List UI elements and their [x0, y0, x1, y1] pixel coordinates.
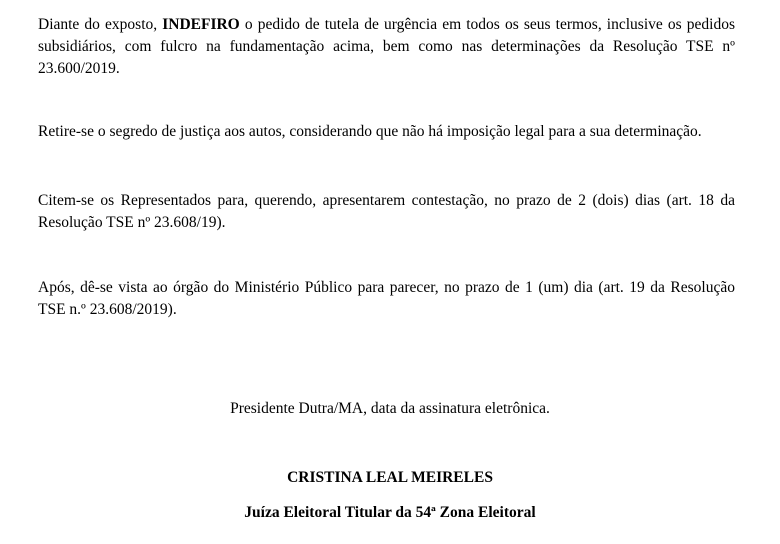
decision-verdict-text: INDEFIRO — [162, 16, 240, 33]
secrecy-paragraph: Retire-se o segredo de justiça aos autos, considerando que não há imposição legal para a sua determinação. — [38, 123, 702, 140]
place-date-line: Presidente Dutra/MA, data da assinatura eletrônica. — [230, 400, 550, 417]
decision-intro-text: Diante do exposto, — [38, 16, 163, 33]
signatory-name: CRISTINA LEAL MEIRELES — [287, 469, 493, 486]
summons-paragraph: Citem-se os Representados para, querendo, apresentarem contestação, no prazo de 2 (dois) dias (art. 18 da Resolução TSE nº 23.608/19). — [38, 192, 735, 231]
signatory-role: Juíza Eleitoral Titular da 54ª Zona Eleitoral — [244, 504, 536, 521]
decision-body-text: o pedido de tutela de urgência em todos os seus termos, inclusive os pedidos subsidiários, com fulcro na fundamentação acima, bem como nas determinações da Resolução TSE nº 23.600/2019. — [38, 16, 735, 77]
decision-paragraph — [38, 14, 735, 80]
prosecutor-paragraph: Após, dê-se vista ao órgão do Ministério Público para parecer, no prazo de 1 (um) dia (art. 19 da Resolução TSE n.º 23.608/2019). — [38, 279, 735, 318]
